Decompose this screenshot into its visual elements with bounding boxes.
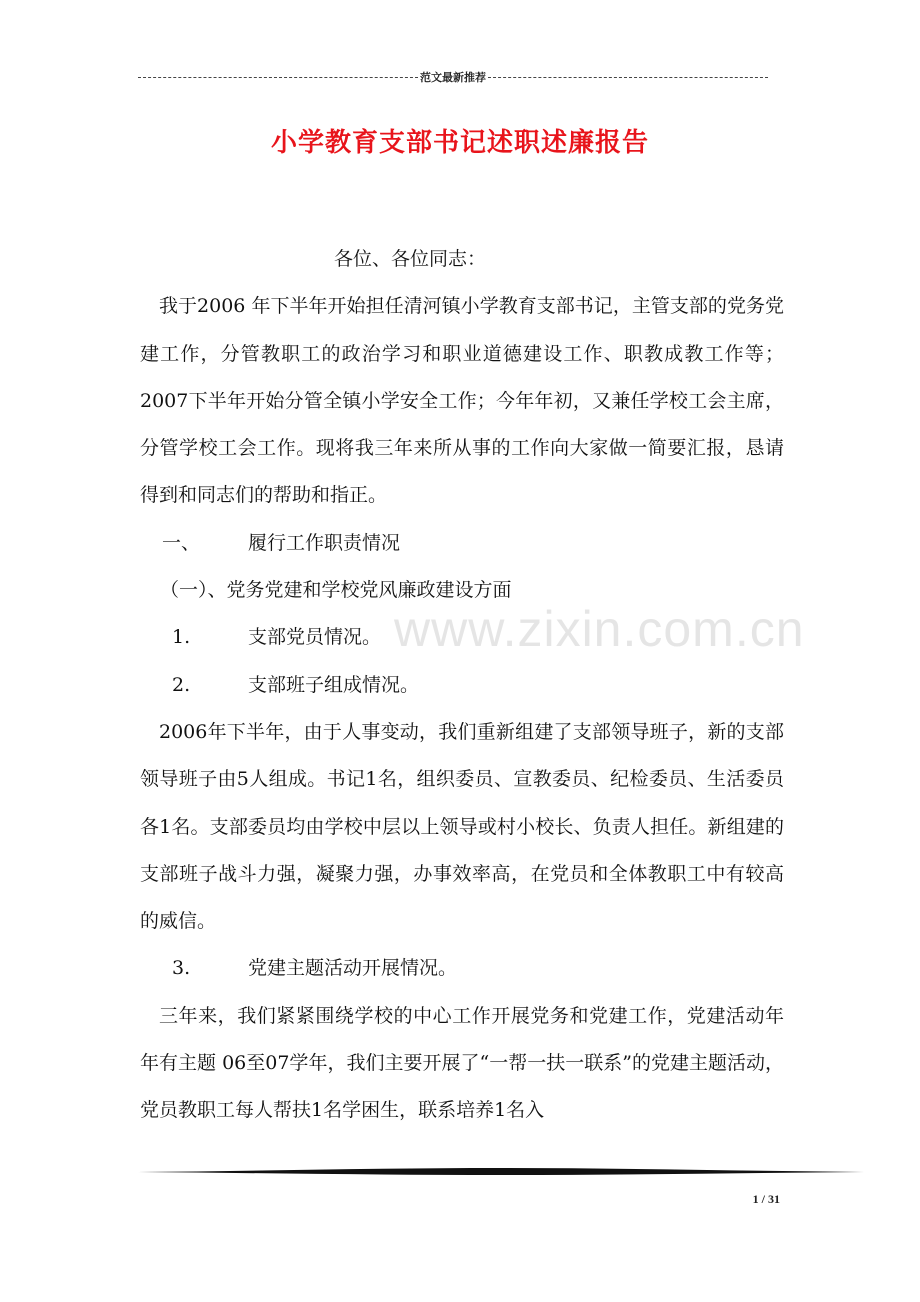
- document-title: 小学教育支部书记述职述廉报告: [270, 128, 649, 158]
- footer-rule: [138, 1166, 864, 1178]
- header-dashes-left: [138, 77, 418, 78]
- document-body: [140, 236, 784, 1135]
- list-item-1: [140, 614, 784, 661]
- list-item-2: [140, 662, 784, 709]
- list-item-3: [140, 945, 784, 992]
- list-item-number: 2.: [172, 673, 191, 696]
- list-item-number: 1.: [172, 626, 191, 649]
- paragraph-item3-body: 三年来，我们紧紧围绕学校的中心工作开展党务和党建工作，党建活动年年有主题 06至07学年，我们主要开展了“一帮一扶一联系”的党建主题活动，党员教职工每人帮扶1名学困生，联系培养1名入: [140, 1004, 784, 1122]
- paragraph-intro: 我于2006 年下半年开始担任清河镇小学教育支部书记，主管支部的党务党建工作，分管教职工的政治学习和职业道德建设工作、职教成教工作等；2007下半年开始分管全镇小学安全工作；今年年初，又兼任学校工会主席，分管学校工会工作。现将我三年来所从事的工作向大家做一简要汇报，恳请得到和同志们的帮助和指正。: [140, 295, 784, 507]
- watermark: www.zixin.com.cn: [394, 601, 805, 657]
- list-item-text: 党建主题活动开展情况。: [248, 957, 458, 980]
- list-item-text: 支部班子组成情况。: [248, 673, 420, 696]
- list-item-number: 3.: [172, 957, 191, 980]
- page-header: [138, 68, 768, 86]
- section-heading-1: [140, 520, 784, 567]
- paragraph-item2-body: 2006年下半年，由于人事变动，我们重新组建了支部领导班子，新的支部领导班子由5人组成。书记1名，组织委员、宣教委员、纪检委员、生活委员各1名。支部委员均由学校中层以上领导或村小校长、负责人担任。新组建的支部班子战斗力强，凝聚力强，办事效率高，在党员和全体教职工中有较高的威信。: [140, 720, 784, 933]
- section-title: 履行工作职责情况: [248, 531, 401, 554]
- header-label: 范文最新推荐: [420, 72, 486, 84]
- salutation: 各位、各位同志：: [334, 248, 487, 270]
- page-number: 1 / 31: [752, 1192, 780, 1206]
- subsection-heading-1: （一）、党务党建和学校党风廉政建设方面: [160, 579, 512, 602]
- section-number: 一、: [162, 531, 201, 554]
- header-dashes-right: [488, 77, 768, 78]
- list-item-text: 支部党员情况。: [248, 626, 382, 649]
